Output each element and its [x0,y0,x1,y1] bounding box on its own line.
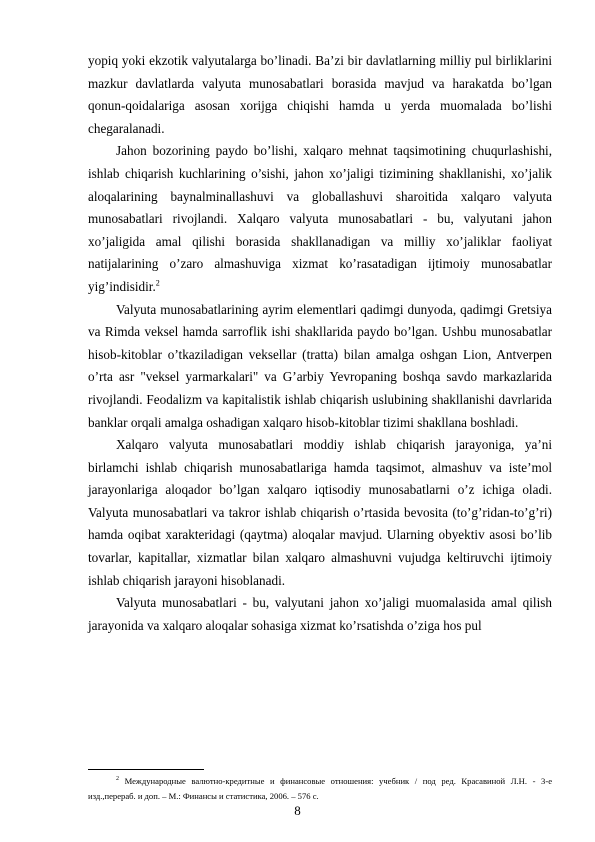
footnote [88,774,552,803]
paragraph-1-text: yopiq yoki ekzotik valyutalarga bo’linadi. Ba’zi bir davlatlarning milliy pul birliklarini mazkur davlatlarda valyuta munosabatlari borasida mavjud va harakatda bo’lgan qonun-qoidalariga asosan xorijga chiqishi hamda u yerda muomalada bo’lishi chegaralanadi. [88,53,552,136]
paragraph-3 [88,299,552,435]
paragraph-4 [88,434,552,592]
page-number: 8 [294,803,301,818]
footnote-number: 2 [116,776,119,783]
footnote-reference[interactable]: 2 [155,278,160,288]
paragraph-1 [88,50,552,140]
paragraph-4-text: Xalqaro valyuta munosabatlari moddiy ishlab chiqarish jarayoniga, ya’ni birlamchi ishlab chiqarish munosabatlariga hamda taqsimot, almashuv va iste’mol jarayonlariga aloqador bo’lgan xalqaro iqtisodiy munosabatlarni o’z ichiga oladi. Valyuta munosabatlari va takror ishlab chiqarish o’rtasida bevosita (to’g’ridan-to’g’ri) hamda oqibat xarakteridagi (qaytma) aloqalar mavjud. Ularning obyektiv asosi bo’lib tovarlar, kapitallar, xizmatlar bilan xalqaro almashuvni vujudga keltiruvchi ijtimoiy ishlab chiqarish jarayoni hisoblanadi. [88,437,552,588]
paragraph-5 [88,592,552,637]
paragraph-5-text: Valyuta munosabatlari - bu, valyutani jahon xo’jaligi muomalasida amal qilish jarayonida va xalqaro aloqalar sohasiga xizmat ko’rsatishda o’ziga hos pul [88,595,552,633]
paragraph-2-text: Jahon bozorining paydo bo’lishi, xalqaro mehnat taqsimotining chuqurlashishi, ishlab chiqarish kuchlarining o’sishi, jahon xo’jaligi tizimining shakllanishi, xo’jalik aloqalarining baynalminallashuvi va globallashuvi sharoitida xalqaro valyuta munosabatlari rivojlandi. Xalqaro valyuta munosabatlari - bu, valyutani jahon xo’jaligida amal qilishi borasida shakllanadigan va milliy xo’jaliklar faoliyat natijalarining o’zaro almashuviga xizmat ko’rasatadigan ijtimoiy munosabatlar yig’indisidir. [88,143,552,294]
body-text [88,50,552,637]
footnote-text: Международные валютно-кредитные и финансовые отношения: учебник / под ред. Красавиной Л.Н. - 3-е изд.,перераб. и доп. – М.: Финансы и статистика, 2006. – 576 с. [88,776,553,801]
paragraph-2 [88,140,552,298]
paragraph-3-text: Valyuta munosabatlarining ayrim elementlari qadimgi dunyoda, qadimgi Gretsiya va Rimda veksel hamda sarroflik ishi shakllarida paydo bo’lgan. Ushbu munosabatlar hisob-kitoblar o’tkaziladigan veksellar (tratta) bilan amalga oshgan Lion, Antverpen o’rta asr "veksel yarmarkalari" va G’arbiy Yevropaning boshqa savdo markazlarida rivojlandi. Feodalizm va kapitalistik ishlab chiqarish uslubining shakllanishi davrlarida banklar orqali amalga oshadigan xalqaro hisob-kitoblar tizimi shakllana boshladi. [88,301,552,430]
footnote-separator [88,769,204,770]
